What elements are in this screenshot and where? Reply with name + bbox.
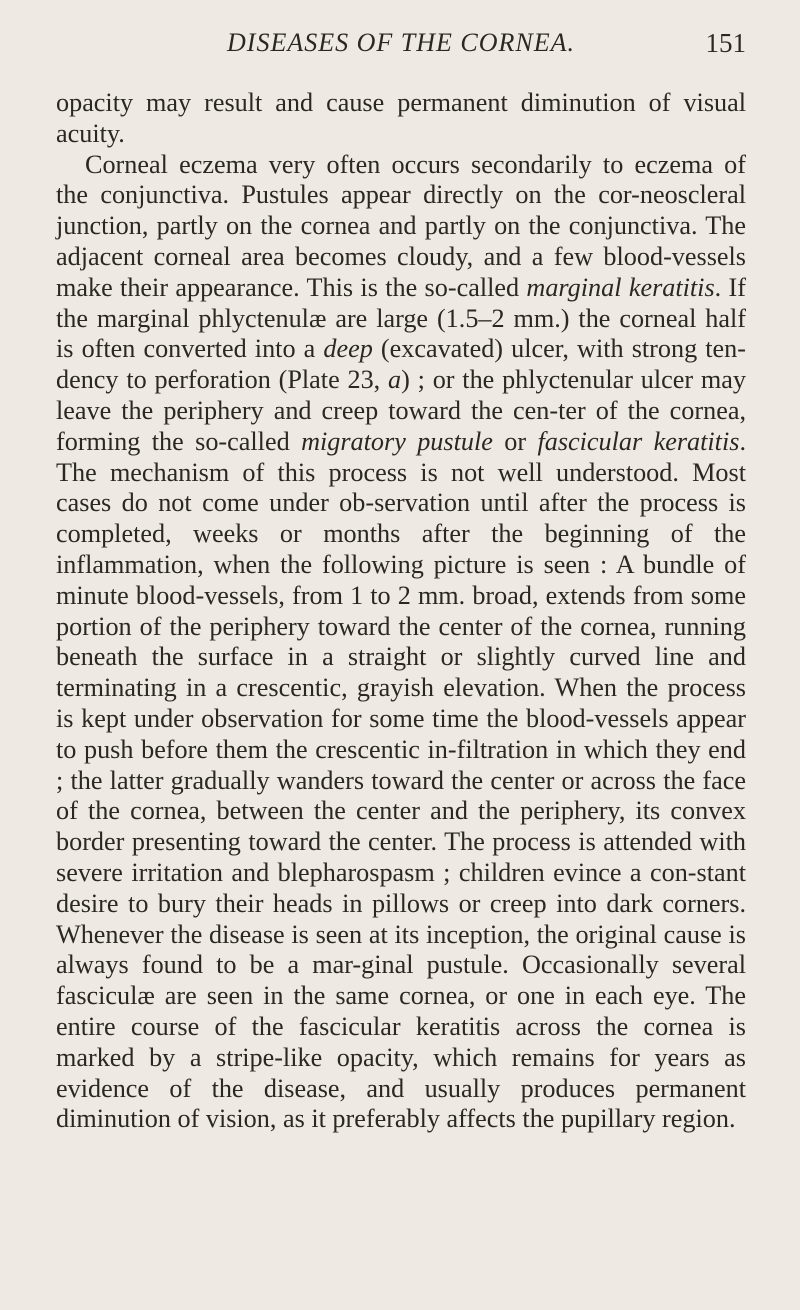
italic-term: a	[388, 365, 402, 395]
paragraph-corneal-eczema	[56, 150, 746, 1136]
body-text	[56, 88, 746, 1135]
text-run: or	[492, 426, 538, 456]
italic-term: migratory pustule	[301, 426, 493, 456]
running-head	[56, 28, 746, 68]
italic-term: fascicular keratitis	[537, 426, 740, 456]
italic-term: marginal keratitis	[526, 272, 715, 302]
italic-term: deep	[323, 334, 373, 364]
text-run: (excavated) ulcer, with strong ten-dency to perforation (Plate 23,	[56, 334, 746, 395]
running-title: DISEASES OF THE CORNEA.	[227, 28, 575, 57]
page-number: 151	[705, 28, 746, 58]
text-run: . If the marginal phlyctenulæ are large (1.5–2 mm.) the corneal half is often converted into a	[56, 272, 746, 364]
text-run: . The mechanism of this process is not well understood. Most cases do not come under ob-servation until after the process is completed, weeks or months after the beginning of the inflammation, when the following picture is seen : A bundle of minute blood-vessels, from 1 to 2 mm. broad, extends from some portion of the periphery toward the center of the cornea, running beneath the surface in a straight or slightly curved line and terminating in a crescentic, grayish elevation. When the process is kept under observation for some time the blood-vessels appear to push before them the crescentic in-filtration in which they end ; the latter gradually wanders toward the center or across the face of the cornea, between the center and the periphery, its convex border presenting toward the center. The process is attended with severe irritation and blepharospasm ; children evince a con-stant desire to bury their heads in pillows or creep into dark corners. Whenever the disease is seen at its inception, the original cause is always found to be a mar-ginal pustule. Occasionally several fasciculæ are seen in the same cornea, or one in each eye. The entire course of the fascicular keratitis across the cornea is marked by a stripe-like opacity, which remains for years as evidence of the disease, and usually produces permanent diminution of vision, as it preferably affects the pupillary region.	[56, 426, 746, 1134]
paragraph-continuation: opacity may result and cause permanent diminution of visual acuity.	[56, 88, 746, 148]
text-run: Corneal eczema very often occurs secondarily to eczema of the conjunctiva. Pustules appear directly on the cor-neoscleral junction, partly on the cornea and partly on the conjunctiva. The adjacent corneal area becomes cloudy, and a few blood-vessels make their appearance. This is the so-called	[56, 149, 746, 302]
text-run: ) ; or the phlyctenular ulcer may leave the periphery and creep toward the cen-ter of the cornea, forming the so-called	[56, 365, 746, 456]
